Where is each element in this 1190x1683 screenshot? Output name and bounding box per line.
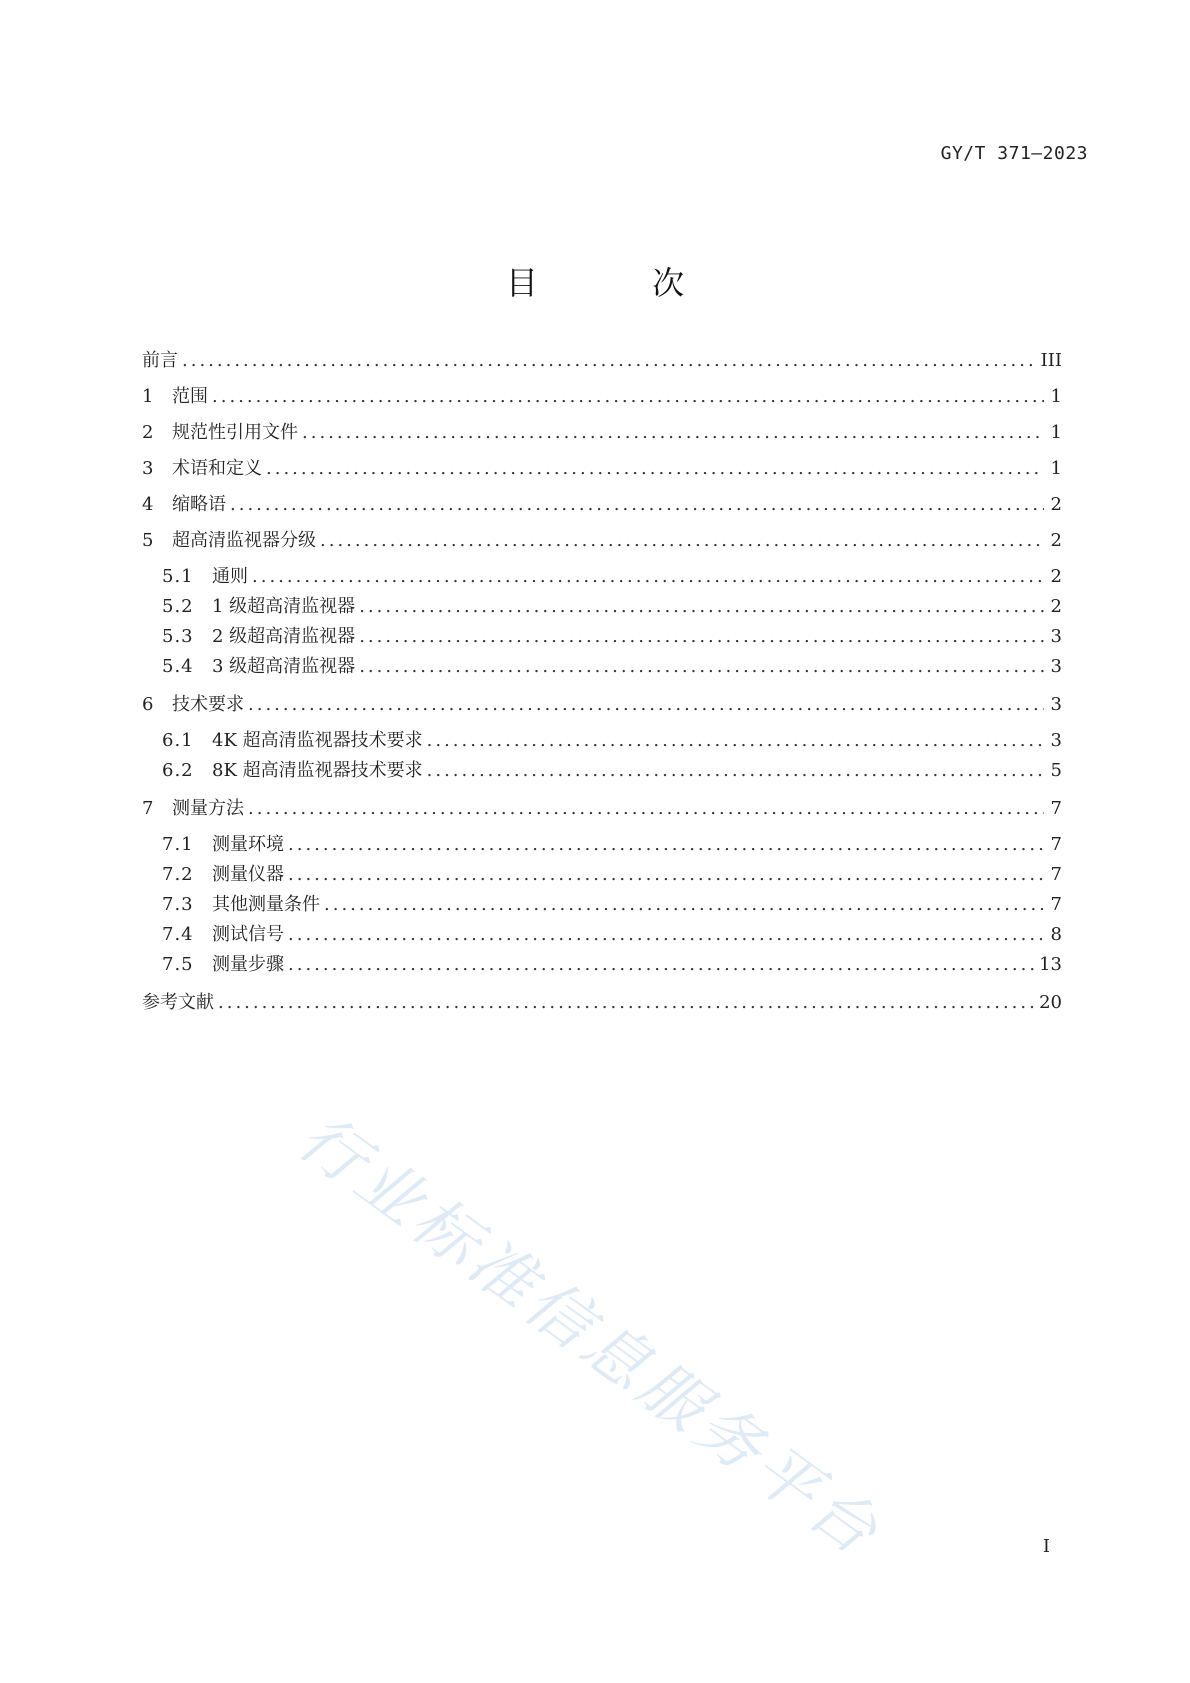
toc-entry-page: 3 <box>1050 656 1062 677</box>
toc-leader-dots <box>288 952 1035 978</box>
toc-entry-page: 3 <box>1050 694 1062 715</box>
toc-entry-number: 5 <box>142 530 154 551</box>
toc-entry-7-2[interactable] <box>162 862 1062 888</box>
toc-leader-dots <box>288 832 1044 858</box>
toc-entry-6-1[interactable] <box>162 728 1062 754</box>
toc-entry-7-1[interactable] <box>162 832 1062 858</box>
toc-leader-dots <box>248 796 1044 822</box>
toc-entry-5-1[interactable] <box>162 564 1062 590</box>
toc-leader-dots <box>302 420 1044 446</box>
toc-leader-dots <box>427 758 1044 784</box>
toc-entry-bibliography[interactable] <box>142 990 1062 1016</box>
toc-entry-label: 2 级超高清监视器 <box>212 626 356 647</box>
toc-leader-dots <box>320 528 1044 554</box>
page-title: 目 次 <box>505 264 737 302</box>
toc-entry-5-2[interactable] <box>162 594 1062 620</box>
toc-entry-number: 7.1 <box>162 834 194 855</box>
toc-entry-label: 3 级超高清监视器 <box>212 656 356 677</box>
toc-entry-page: 7 <box>1050 894 1062 915</box>
toc-entry-number: 5.3 <box>162 626 194 647</box>
toc-entry-page: 20 <box>1039 992 1062 1013</box>
toc-entry-number: 1 <box>142 386 154 407</box>
toc-leader-dots <box>212 384 1044 410</box>
toc-leader-dots <box>324 892 1044 918</box>
toc-entry-label: 测量环境 <box>212 834 284 855</box>
toc-entry-page: 3 <box>1050 730 1062 751</box>
toc-entry-label: 测量方法 <box>172 798 244 819</box>
toc-leader-dots <box>359 654 1044 680</box>
toc-leader-dots <box>218 990 1035 1016</box>
toc-entry-page: 2 <box>1050 494 1062 515</box>
toc-leader-dots <box>230 492 1044 518</box>
toc-leader-dots <box>288 862 1044 888</box>
toc-entry-7-4[interactable] <box>162 922 1062 948</box>
toc-leader-dots <box>359 624 1044 650</box>
toc-entry-page: 1 <box>1050 422 1062 443</box>
toc-entry-page: 5 <box>1050 760 1062 781</box>
toc-entry-page: 2 <box>1050 566 1062 587</box>
toc-entry-page: 3 <box>1050 626 1062 647</box>
toc-entry-page: 7 <box>1050 798 1062 819</box>
toc-entry-label: 缩略语 <box>172 494 226 515</box>
toc-leader-dots <box>359 594 1044 620</box>
toc-entry-page: 2 <box>1050 596 1062 617</box>
toc-entry-label: 1 级超高清监视器 <box>212 596 356 617</box>
toc-entry-page: III <box>1040 350 1062 371</box>
toc-entry-number: 7.5 <box>162 954 194 975</box>
toc-entry-label: 8K 超高清监视器技术要求 <box>212 760 423 781</box>
toc-entry-7-5[interactable] <box>162 952 1062 978</box>
toc-entry-2[interactable] <box>142 420 1062 446</box>
toc-entry-label: 其他测量条件 <box>212 894 320 915</box>
toc-entry-page: 1 <box>1050 386 1062 407</box>
toc-entry-page: 1 <box>1050 458 1062 479</box>
toc-leader-dots <box>288 922 1044 948</box>
toc-entry-label: 测试信号 <box>212 924 284 945</box>
toc-entry-label: 规范性引用文件 <box>172 422 298 443</box>
toc-entry-number: 5.4 <box>162 656 194 677</box>
toc-entry-label: 技术要求 <box>172 694 244 715</box>
toc-entry-label: 通则 <box>212 566 248 587</box>
toc-entry-page: 7 <box>1050 834 1062 855</box>
toc-entry-number: 7 <box>142 798 154 819</box>
toc-entry-6-2[interactable] <box>162 758 1062 784</box>
toc-entry-7-3[interactable] <box>162 892 1062 918</box>
toc-entry-3[interactable] <box>142 456 1062 482</box>
toc-entry-label: 测量步骤 <box>212 954 284 975</box>
toc-entry-number: 3 <box>142 458 154 479</box>
toc-entry-number: 2 <box>142 422 154 443</box>
toc-entry-label: 测量仪器 <box>212 864 284 885</box>
toc-leader-dots <box>182 348 1037 374</box>
toc-entry-page: 2 <box>1050 530 1062 551</box>
watermark: 行业标准信息服务平台 <box>284 1100 895 1573</box>
toc-entry-6[interactable] <box>142 692 1062 718</box>
page-number: I <box>1042 1536 1050 1557</box>
toc-entry-page: 13 <box>1039 954 1062 975</box>
toc-entry-number: 6.2 <box>162 760 194 781</box>
toc-entry-number: 5.1 <box>162 566 194 587</box>
toc-entry-5[interactable] <box>142 528 1062 554</box>
standard-code: GY/T 371—2023 <box>940 143 1088 164</box>
toc-entry-7[interactable] <box>142 796 1062 822</box>
toc-entry-number: 6 <box>142 694 154 715</box>
toc-entry-page: 8 <box>1050 924 1062 945</box>
toc-entry-number: 7.4 <box>162 924 194 945</box>
toc-leader-dots <box>248 692 1044 718</box>
toc-entry-label: 范围 <box>172 386 208 407</box>
toc-entry-5-4[interactable] <box>162 654 1062 680</box>
toc-entry-label: 前言 <box>142 350 178 371</box>
toc-entry-1[interactable] <box>142 384 1062 410</box>
toc-entry-label: 超高清监视器分级 <box>172 530 316 551</box>
toc-entry-number: 5.2 <box>162 596 194 617</box>
toc-entry-number: 4 <box>142 494 154 515</box>
toc-entry-page: 7 <box>1050 864 1062 885</box>
toc-leader-dots <box>266 456 1044 482</box>
toc-entry-5-3[interactable] <box>162 624 1062 650</box>
toc-entry-number: 6.1 <box>162 730 194 751</box>
toc-leader-dots <box>427 728 1044 754</box>
toc-entry-label: 4K 超高清监视器技术要求 <box>212 730 423 751</box>
toc-leader-dots <box>252 564 1044 590</box>
toc-entry-foreword[interactable] <box>142 348 1062 374</box>
toc-entry-4[interactable] <box>142 492 1062 518</box>
toc-entry-number: 7.2 <box>162 864 194 885</box>
toc-entry-label: 术语和定义 <box>172 458 262 479</box>
toc-entry-number: 7.3 <box>162 894 194 915</box>
toc-entry-label: 参考文献 <box>142 992 214 1013</box>
